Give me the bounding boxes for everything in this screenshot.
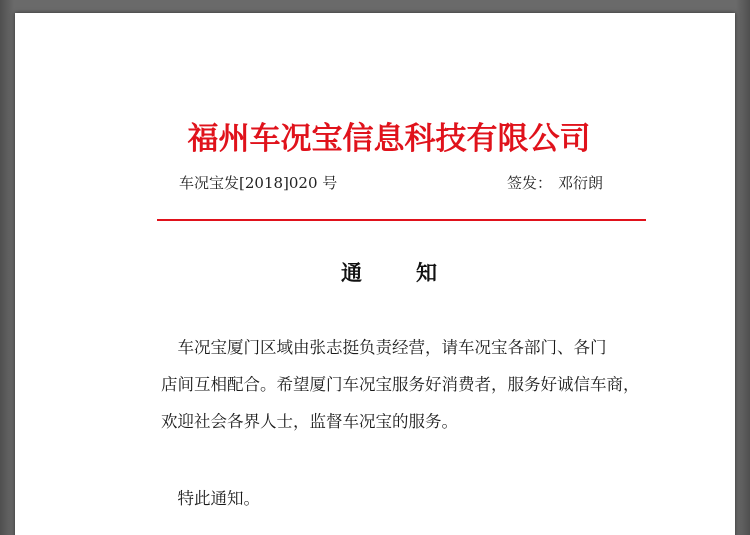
body-line: 欢迎社会各界人士，监督车况宝的服务。 [161,412,458,431]
heading-char: 知 [416,261,437,285]
notice-heading [15,257,735,287]
notice-body [161,329,647,440]
closing-line: 特此通知。 [161,489,260,508]
issuer-label: 签发： [507,174,553,192]
heading-char: 通 [341,261,362,285]
issuer-name: 邓衍朗 [558,174,604,192]
body-line: 店间互相配合。希望厦门车况宝服务好消费者，服务好诚信车商， [161,375,640,394]
red-separator-rule [157,219,646,221]
document-number: 车况宝发[2018]020 号 [179,174,338,192]
issuer-line [507,172,603,193]
document-page [15,13,735,535]
body-line: 车况宝厦门区域由张志挺负责经营，请车况宝各部门、各门 [161,338,607,357]
company-title: 福州车况宝信息科技有限公司 [187,121,591,157]
